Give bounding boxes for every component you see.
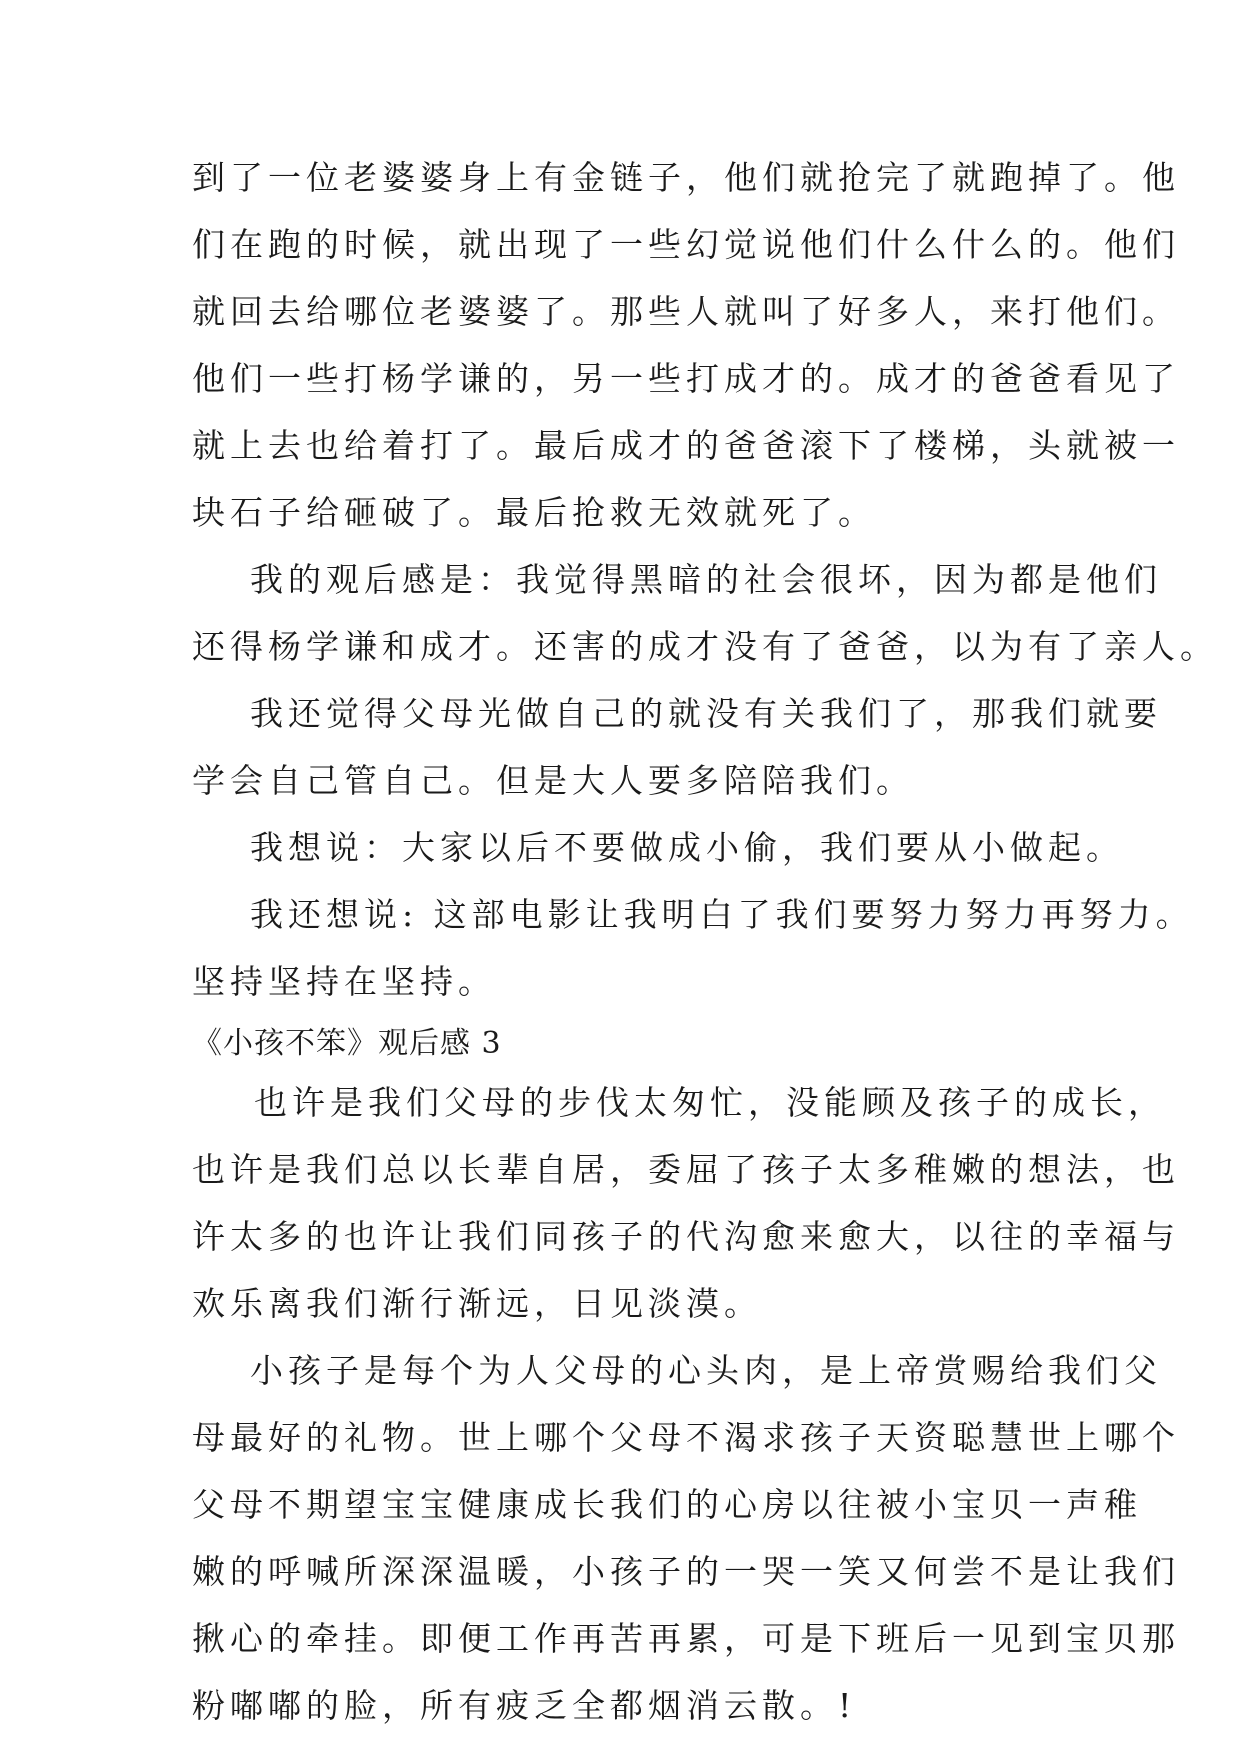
paragraph-line: 们在跑的时候，就出现了一些幻觉说他们什么什么的。他们 [192,225,1180,264]
paragraph-line: 小孩子是每个为人父母的心头肉，是上帝赏赐给我们父 [250,1351,1162,1390]
paragraph-line: 许太多的也许让我们同孩子的代沟愈来愈大，以往的幸福与 [192,1217,1180,1256]
paragraph-line: 我还想说: 这部电影让我明白了我们要努力努力再努力。 [250,895,1194,934]
paragraph-line: 母最好的礼物。世上哪个父母不渴求孩子天资聪慧世上哪个 [192,1418,1180,1457]
paragraph-line: 就回去给哪位老婆婆了。那些人就叫了好多人，来打他们。 [192,292,1180,331]
paragraph-line: 父母不期望宝宝健康成长我们的心房以往被小宝贝一声稚 [192,1485,1142,1524]
paragraph-line: 欢乐离我们渐行渐远，日见淡漠。 [192,1284,762,1323]
paragraph-line: 嫩的呼喊所深深温暖，小孩子的一哭一笑又何尝不是让我们 [192,1552,1180,1591]
section-heading: 《小孩不笨》观后感 3 [192,1026,502,1061]
paragraph-line: 粉嘟嘟的脸，所有疲乏全都烟消云散。! [192,1686,857,1725]
paragraph-line: 我想说：大家以后不要做成小偷，我们要从小做起。 [250,828,1124,867]
paragraph-line: 还得杨学谦和成才。还害的成才没有了爸爸，以为有了亲人。 [192,627,1218,666]
paragraph-line: 学会自己管自己。但是大人要多陪陪我们。 [192,761,914,800]
paragraph-line: 他们一些打杨学谦的，另一些打成才的。成才的爸爸看见了 [192,359,1180,398]
paragraph-line: 块石子给砸破了。最后抢救无效就死了。 [192,493,876,532]
paragraph-line: 揪心的牵挂。即便工作再苦再累，可是下班后一见到宝贝那 [192,1619,1180,1658]
paragraph-line: 我还觉得父母光做自己的就没有关我们了，那我们就要 [250,694,1162,733]
paragraph-line: 坚持坚持在坚持。 [192,962,496,1001]
paragraph-line: 也许是我们父母的步伐太匆忙，没能顾及孩子的成长， [254,1083,1166,1122]
paragraph-line: 我的观后感是：我觉得黑暗的社会很坏，因为都是他们 [250,560,1162,599]
paragraph-line: 到了一位老婆婆身上有金链子，他们就抢完了就跑掉了。他 [192,158,1180,197]
paragraph-line: 就上去也给着打了。最后成才的爸爸滚下了楼梯，头就被一 [192,426,1180,465]
paragraph-line: 也许是我们总以长辈自居，委屈了孩子太多稚嫩的想法，也 [192,1150,1180,1189]
